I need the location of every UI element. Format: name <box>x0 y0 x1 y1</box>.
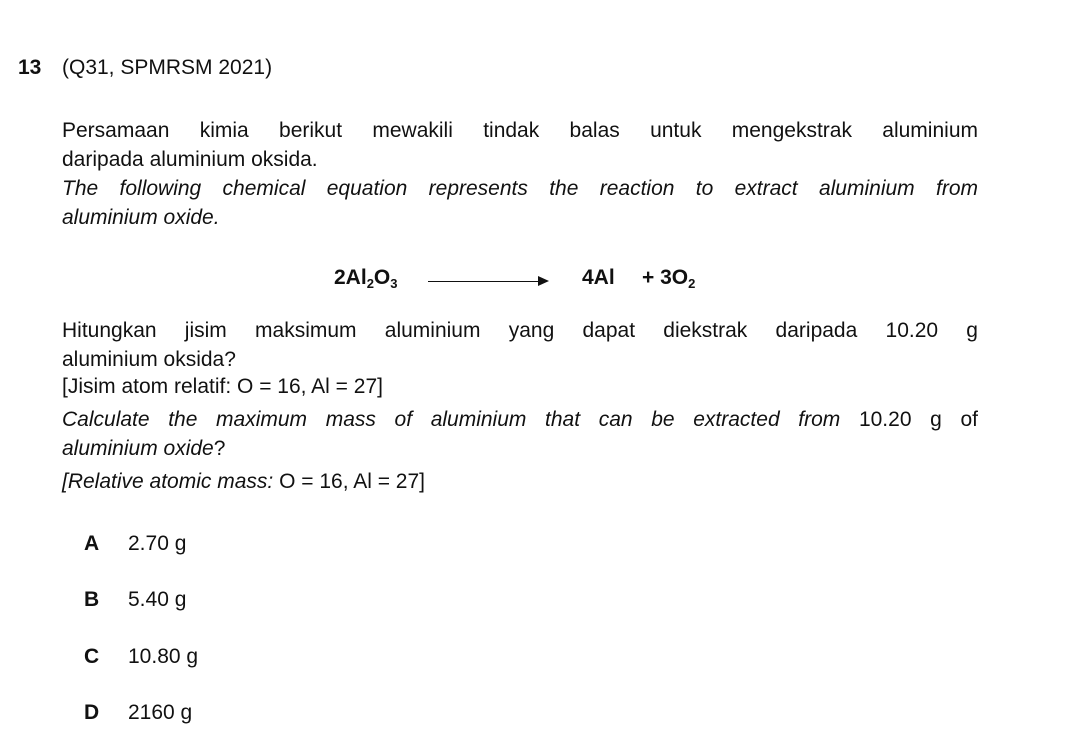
reactant-o: O <box>373 266 391 289</box>
option-c-letter[interactable]: C <box>84 645 100 668</box>
question-source: (Q31, SPMRSM 2021) <box>62 56 273 79</box>
question-english <box>62 405 978 463</box>
ram-english-values: O = 16, Al = 27] <box>273 470 426 493</box>
option-d-letter[interactable]: D <box>84 701 100 724</box>
question-english-line-1 <box>62 405 978 434</box>
reactant-al: 2Al <box>334 266 367 289</box>
option-a-text[interactable]: 2.70 g <box>128 532 187 555</box>
ram-english-label: [Relative atomic mass: <box>62 470 274 493</box>
option-b-text[interactable]: 5.40 g <box>128 588 187 611</box>
option-d-text[interactable]: 2160 g <box>128 701 193 724</box>
option-b-letter[interactable]: B <box>84 588 100 611</box>
reactant-o-subscript: 3 <box>390 276 398 291</box>
option-a-letter[interactable]: A <box>84 532 100 555</box>
reaction-arrowhead-icon <box>538 276 549 286</box>
reaction-arrow-icon <box>428 281 540 282</box>
stem-english-line-2: aluminium oxide. <box>62 206 220 229</box>
question-english-line-2 <box>62 434 978 463</box>
question-english-oxide: aluminium oxide <box>62 437 214 460</box>
question-english-italic: Calculate the maximum mass of aluminium that can be extracted from <box>62 408 841 431</box>
reactant-al-subscript: 2 <box>366 276 374 291</box>
equation-reactant <box>334 266 398 290</box>
product-oxygen-subscript: 2 <box>688 276 696 291</box>
stem-english <box>62 174 978 232</box>
question-number: 13 <box>18 56 42 79</box>
stem-malay-line-1: Persamaan kimia berikut mewakili tindak balas untuk mengekstrak aluminium <box>62 119 978 142</box>
stem-malay-line-2: daripada aluminium oksida. <box>62 148 318 171</box>
question-malay-line-1: Hitungkan jisim maksimum aluminium yang dapat diekstrak daripada 10.20 g <box>62 319 978 342</box>
product-oxygen: + 3O <box>642 266 689 289</box>
stem-malay <box>62 116 978 174</box>
question-malay <box>62 316 978 374</box>
relative-atomic-mass-malay: [Jisim atom relatif: O = 16, Al = 27] <box>62 375 383 398</box>
question-malay-line-2: aluminium oksida? <box>62 348 236 371</box>
question-english-mark: ? <box>213 437 226 460</box>
equation-product-oxygen <box>642 266 695 290</box>
question-english-mass: 10.20 g of <box>840 408 978 431</box>
relative-atomic-mass-english <box>62 470 425 494</box>
stem-english-line-1: The following chemical equation represents the reaction to extract aluminium from <box>62 177 978 200</box>
equation-product-aluminium: 4Al <box>582 266 615 289</box>
option-c-text[interactable]: 10.80 g <box>128 645 199 668</box>
